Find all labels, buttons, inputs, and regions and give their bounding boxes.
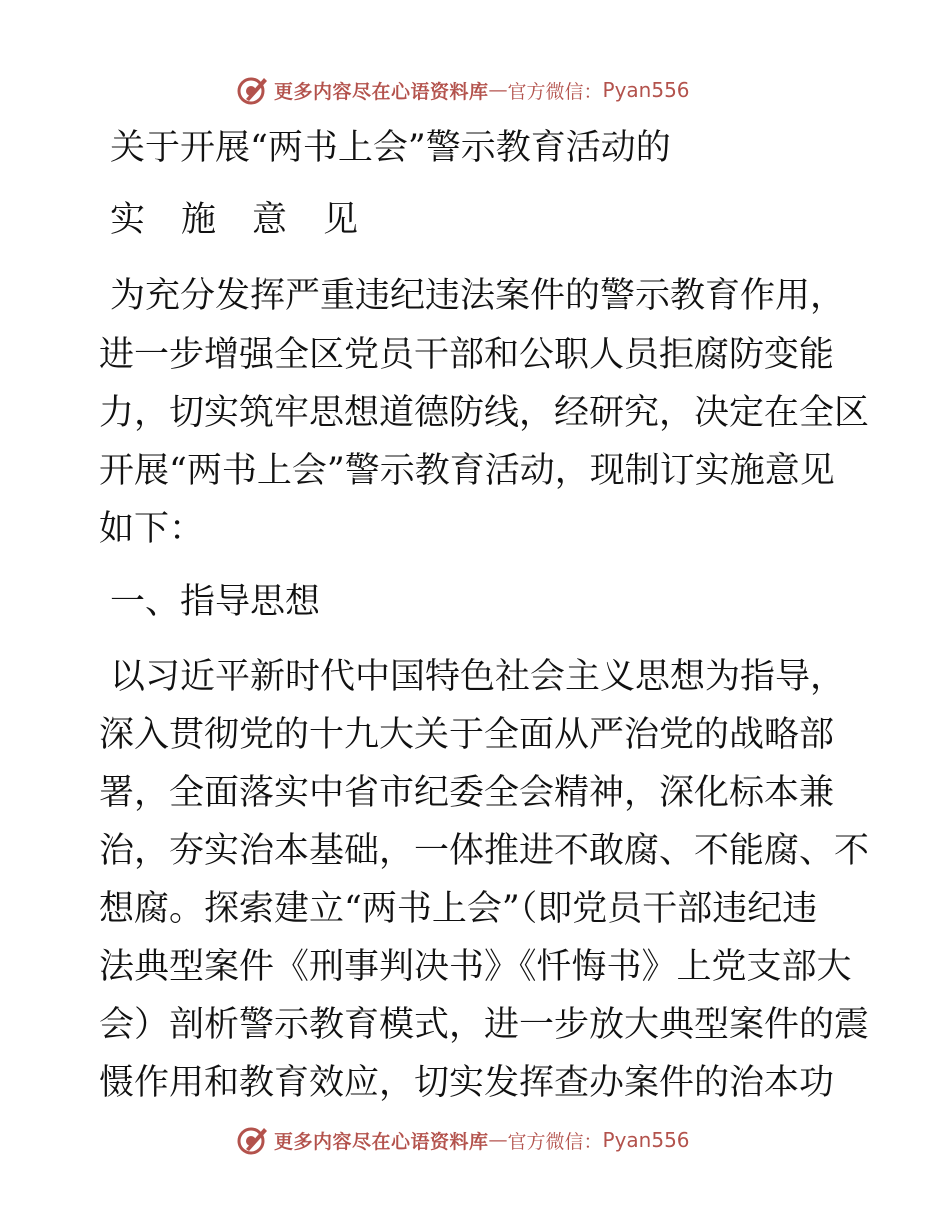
- doc-title-line1: 关于开展“两书上会”警示教育活动的: [110, 128, 671, 168]
- section-heading: 一、指导思想: [110, 582, 321, 622]
- section-line: 以习近平新时代中国特色社会主义思想为指导，: [110, 657, 846, 697]
- watermark-label: 官方微信：: [507, 80, 603, 103]
- intro-line: 进一步增强全区党员干部和公职人员拒腐防变能: [99, 335, 835, 375]
- watermark-slogan: 更多内容尽在心语资料库: [274, 1130, 489, 1153]
- watermark-slogan: 更多内容尽在心语资料库: [274, 80, 489, 103]
- watermark-label: 官方微信：: [507, 1130, 603, 1153]
- watermark-dash: —: [488, 1129, 508, 1151]
- section-line: 署，全面落实中省市纪委全会精神，深化标本兼: [99, 773, 835, 813]
- section-line: 深入贯彻党的十九大关于全面从严治党的战略部: [99, 715, 835, 755]
- section-line: 治，夯实治本基础，一体推进不敢腐、不能腐、不: [99, 831, 870, 871]
- section-line: 想腐。探索建立“两书上会”（即党员干部违纪违: [99, 889, 818, 929]
- intro-line: 如下：: [99, 509, 205, 549]
- intro-line: 为充分发挥严重违纪违法案件的警示教育作用，: [110, 276, 846, 316]
- pen-logo-icon: [236, 1123, 270, 1157]
- watermark-wechat-id: Pyan556: [602, 78, 690, 102]
- intro-line: 力，切实筑牢思想道德防线，经研究，决定在全区: [99, 393, 870, 433]
- doc-title-line2: 实施意见: [110, 200, 395, 240]
- section-line: 会）剖析警示教育模式，进一步放大典型案件的震: [99, 1005, 870, 1045]
- pen-logo-icon: [236, 73, 270, 107]
- watermark-wechat-id: Pyan556: [602, 1128, 690, 1152]
- section-line: 慑作用和教育效应，切实发挥查办案件的治本功: [99, 1063, 835, 1103]
- watermark-dash: —: [488, 79, 508, 101]
- section-line: 法典型案件《刑事判决书》《忏悔书》上党支部大: [99, 947, 852, 987]
- footer-watermark: [236, 1123, 690, 1157]
- header-watermark: [236, 73, 690, 107]
- intro-line: 开展“两书上会”警示教育活动，现制订实施意见: [99, 451, 835, 491]
